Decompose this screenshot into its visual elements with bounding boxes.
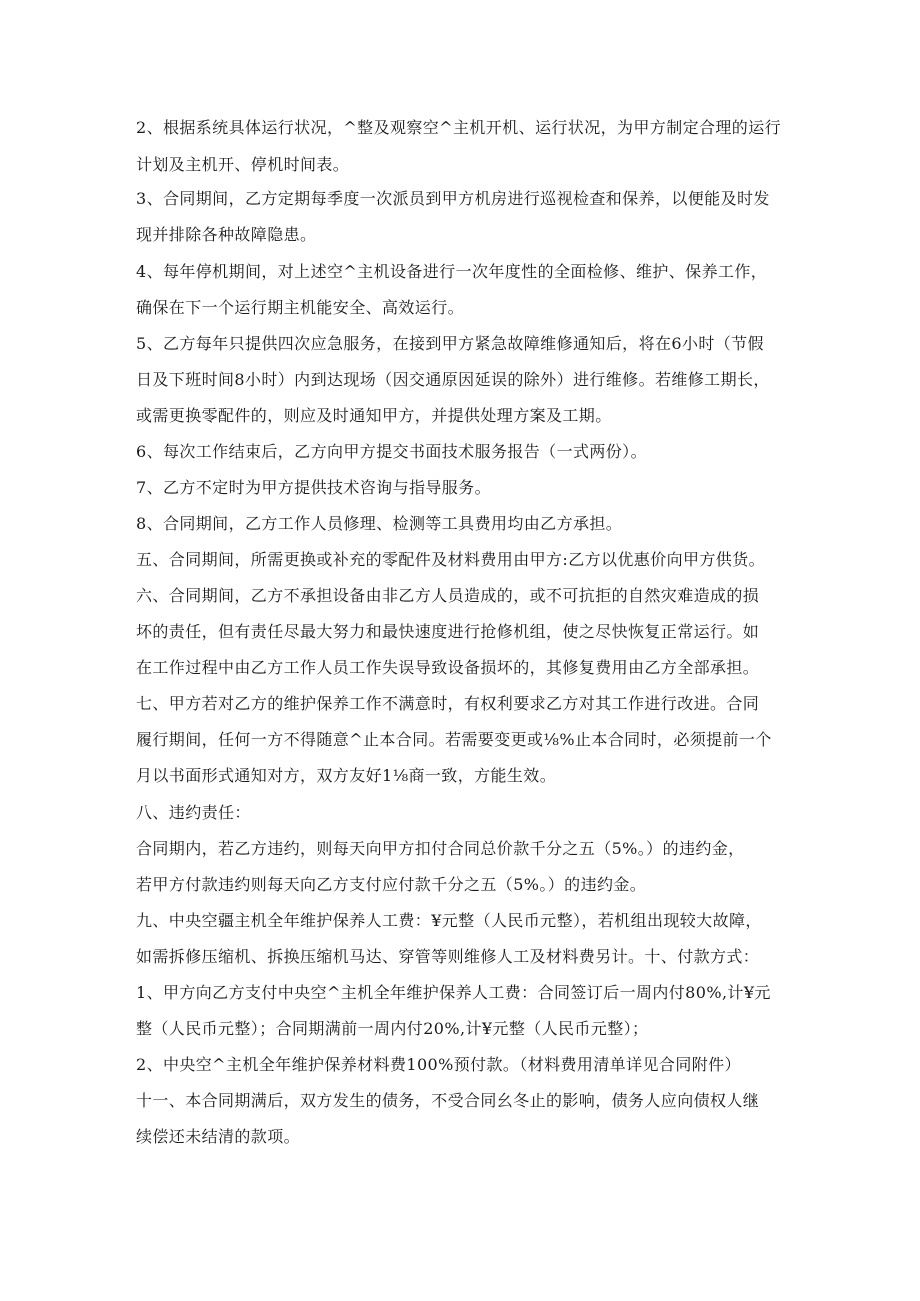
text-line: 3、合同期间，乙方定期每季度一次派员到甲方机房进行巡视检查和保养，以便能及时发 bbox=[136, 189, 770, 208]
text-line: 续偿还未结清的款项。 bbox=[136, 1127, 301, 1146]
text-line: 十一、本合同期满后，双方发生的债务，不受合同幺冬止的影响，债务人应向债权人继 bbox=[136, 1091, 760, 1110]
text-line: 1、甲方向乙方支付中央空^主机全年维护保养人工费：合同签订后一周内付80%,计¥元 bbox=[136, 983, 771, 1002]
text-line: 如需拆修压缩机、拆换压缩机马达、穿管等则维修人工及材料费另计。十、付款方式： bbox=[136, 947, 760, 966]
text-line: 日及下班时间8小时）内到达现场（因交通原因延误的除外）进行维修。若维修工期长， bbox=[136, 370, 770, 389]
text-line: 九、中央空疆主机全年维护保养人工费：¥元整（人民币元整），若机组出现较大故障， bbox=[136, 911, 762, 930]
text-line: 确保在下一个运行期主机能安全、高效运行。 bbox=[136, 298, 465, 317]
text-line: 5、乙方每年只提供四次应急服务，在接到甲方紧急故障维修通知后，将在6小时（节假 bbox=[136, 334, 764, 353]
text-line: 6、每次工作结束后，乙方向甲方提交书面技术服务报告（一式两份）。 bbox=[136, 442, 647, 461]
text-line: 八、违约责任： bbox=[136, 803, 251, 822]
text-line: 7、乙方不定时为甲方提供技术咨询与指导服务。 bbox=[136, 478, 491, 497]
text-line: 五、合同期间，所需更换或补充的零配件及材料费用由甲方:乙方以优惠价向甲方供货。 bbox=[136, 550, 765, 569]
text-line: 2、根据系统具体运行状况，^整及观察空^主机开机、运行状况，为甲方制定合理的运行 bbox=[136, 118, 781, 137]
text-line: 六、合同期间，乙方不承担设备由非乙方人员造成的，或不可抗拒的自然灾难造成的损 bbox=[136, 586, 760, 605]
text-line: 七、甲方若对乙方的维护保养工作不满意时，有权利要求乙方对其工作进行改进。合同 bbox=[136, 694, 760, 713]
text-line: 或需更换零配件的，则应及时通知甲方，并提供处理方案及工期。 bbox=[136, 406, 612, 425]
text-line: 现并排除各种故障隐患。 bbox=[136, 225, 317, 244]
text-line: 若甲方付款违约则每天向乙方支付应付款千分之五（5%。）的违约金。 bbox=[136, 875, 647, 894]
text-line: 2、中央空^主机全年维护保养材料费100%预付款。（材料费用清单详见合同附件） bbox=[136, 1055, 741, 1074]
text-line: 在工作过程中由乙方工作人员工作失误导致设备损坏的，其修复费用由乙方全部承担。 bbox=[136, 658, 760, 677]
text-line: 合同期内，若乙方违约，则每天向甲方扣付合同总价款千分之五（5%。）的违约金， bbox=[136, 839, 745, 858]
text-line: 履行期间，任何一方不得随意^止本合同。若需要变更或⅛%止本合同时，必须提前一个 bbox=[136, 730, 772, 749]
text-line: 坏的责任，但有责任尽最大努力和最快速度进行抢修机组，使之尽快恢复正常运行。如 bbox=[136, 622, 760, 641]
text-line: 整（人民币元整）；合同期满前一周内付20%,计¥元整（人民币元整）； bbox=[136, 1019, 649, 1038]
text-line: 月以书面形式通知对方，双方友好1⅛商一致，方能生效。 bbox=[136, 766, 557, 785]
text-line: 4、每年停机期间，对上述空^主机设备进行一次年度性的全面检修、维护、保养工作， bbox=[136, 262, 768, 281]
text-line: 8、合同期间，乙方工作人员修理、检测等工具费用均由乙方承担。 bbox=[136, 514, 623, 533]
text-line: 计划及主机开、停机时间表。 bbox=[136, 155, 350, 174]
